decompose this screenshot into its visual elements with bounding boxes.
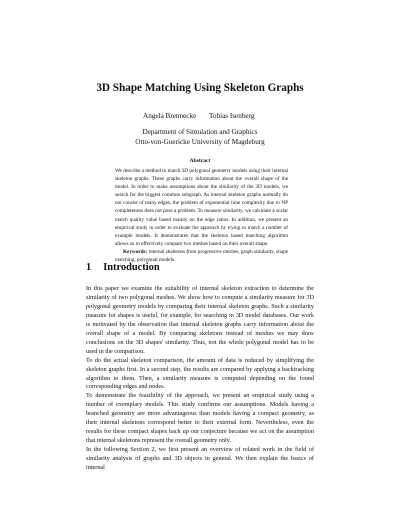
keywords-text: internal skeletons from progressive meshes, graph similarity, shape matching, polygonal models. (115, 248, 288, 264)
affiliation-university: Otto-von-Guericke University of Magdeburg (135, 138, 265, 146)
paper-title: 3D Shape Matching Using Skeleton Graphs (96, 82, 304, 94)
abstract-text: We describe a method to match 3D polygonal geometry models using their internal skeleton graphs. These graphs carry information about the overall shape of the model. In order to make assumptions about the similarity of the 3D models, we search for the biggest common subgraph. As internal skeleton graphs normally do not consist of many edges, the problem of exponential time complexity due to NP completeness does not pose a problem. To measure similarity, we calculate a scalar match quality value based mainly on the edge ratios. In addition, we present an empirical study in order to evaluate the approach by trying to match a number of example models. It demonstrates that the skeleton based matching algorithm allows us to effectively compare two meshes based on their overall shape. (115, 168, 288, 247)
affiliation (0, 127, 400, 147)
affiliation-department: Department of Simulation and Graphics (142, 128, 258, 136)
body-paragraph: In the following Section 2, we first present an overview of related work in the field of similarity analysis of graphs and 3D objects in general. We then explain the basics of internal (86, 446, 314, 472)
abstract-block (115, 167, 288, 264)
body-paragraph: To demonstrate the feasibility of the approach, we present an empirical study using a number of exemplary models. This study confirms our assumptions. Models having a branched geometry are more advantageous than models having a compact geometry, as their internal skeletons correspond better to their external form. Nevertheless, even the results for these compact shapes back up our conjecture because we act on the assumption that internal skeletons represent the overall geometry only. (86, 392, 314, 445)
section-title: Introduction (103, 262, 160, 273)
section-body (86, 285, 314, 473)
abstract-heading: Abstract (189, 158, 211, 164)
keywords-label: Keywords: (123, 248, 148, 255)
body-paragraph: In this paper we examine the suitability of internal skeleton extraction to determine the similarity of two polygonal meshes. We show how to compute a similarity measure for 3D polygonal geometry models by comparing their internal skeleton graphs. Such a similarity measure for shapes is useful, for example, for searching in 3D model databases. Our work is motivated by the observation that internal skeleton graphs carry information about the overall shape of a model. By comparing skeletons instead of meshes we may draw conclusions on the 3D shapes' similarity. Thus, not the whole polygonal model has to be used in the comparison. (86, 285, 314, 355)
section-heading (86, 262, 160, 273)
author-name: Angela Brennecke (143, 112, 197, 120)
section-number: 1 (86, 262, 92, 273)
body-paragraph: To do the actual skeleton comparison, the amount of data is reduced by simplifying the skeleton graphs first. In a second step, the results are compared by applying a backtracking algorithm to them. Then, a similarity measure is computed depending on the found corresponding edges and nodes. (86, 356, 314, 391)
author-name: Tobias Isenberg (209, 112, 255, 120)
